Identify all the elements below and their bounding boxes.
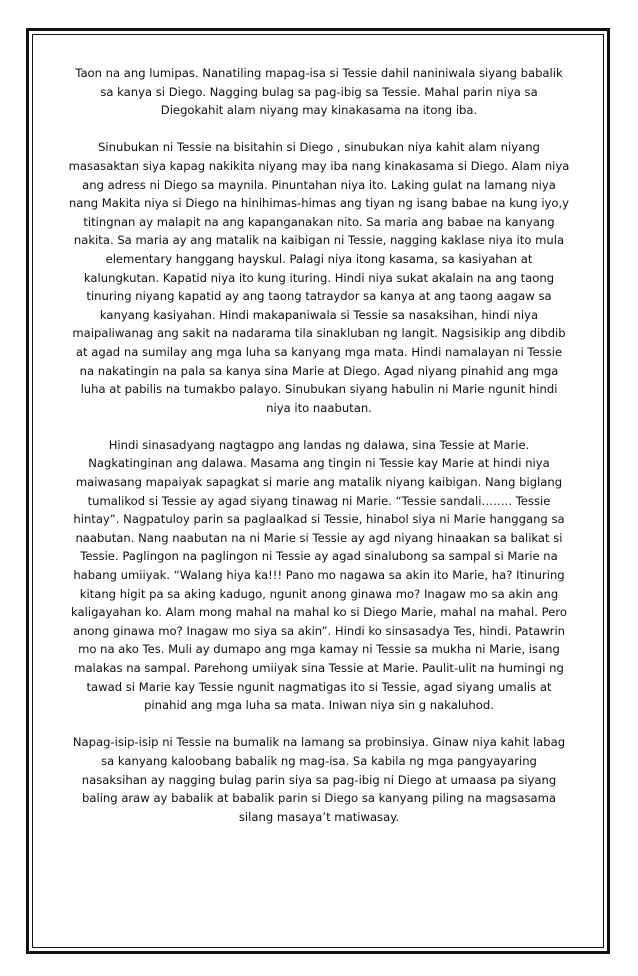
paragraph-2: Sinubukan ni Tessie na bisitahin si Diego , sinubukan niya kahit alam niyang masasaktan siya kapag nakikita niyang may iba nang kinakasama si Diego. Alam niya ang adress ni Diego sa maynila. Pinuntahan niya ito. Laking gulat na lamang niya nang Makita niya si Diego na hinihimas-himas ang tiyan ng isang babae na kung iyo,y titingnan ay malapit na ang kapanganakan nito. Sa maria ang babae na kanyang nakita. Sa maria ay ang matalik na kaibigan ni Tessie, nagging kaklase niya ito mula elementary hanggang hayskul. Palagi niya itong kasama, sa kasiyahan at kalungkutan. Kapatid niya ito kung ituring. Hindi niya sukat akalain na ang taong tinuring niyang kapatid ay ang taong tatraydor sa kanya at ang taong aagaw sa kanyang kasiyahan. Hindi makapaniwala si Tessie sa nasaksihan, hindi niya maipaliwanag ang sakit na nadarama tila sinakluban ng langit. Nagsisikip ang dibdib at agad na sumilay ang mga luha sa kanyang mga mata. Hindi namalayan ni Tessie na nakatingin na pala sa kanya sina Marie at Diego. Agad niyang pinahid ang mga luha at pabilis na tumakbo palayo. Sinubukan siyang habulin ni Marie ngunit hindi niya ito naabutan.	[68, 140, 570, 415]
paragraph-4: Napag-isip-isip ni Tessie na bumalik na lamang sa probinsiya. Ginaw niya kahit labag sa kanyang kaloobang babalik ng mag-isa. Sa kabila ng mga pangyayaring nasaksihan ay nagging bulag parin siya sa pag-ibig ni Diego at umaasa pa siyang baling araw ay babalik at babalik parin si Diego sa kanyang piling na magsasama silang masaya’t matiwasay.	[72, 735, 566, 824]
paragraph-1: Taon na ang lumipas. Nanatiling mapag-isa si Tessie dahil naniniwala siyang babalik sa kanya si Diego. Nagging bulag sa pag-ibig sa Tessie. Mahal parin niya sa Diegokahit alam niyang may kinakasama na itong iba.	[75, 66, 563, 118]
paragraph-3: Hindi sinasadyang nagtagpo ang landas ng dalawa, sina Tessie at Marie. Nagkatinginan ang dalawa. Masama ang tingin ni Tessie kay Marie at hindi niya maiwasang mapaiyak sapagkat si marie ang matalik niyang kaibigan. Nang biglang tumalikod si Tessie ay agad siyang tinawag ni Marie. “Tessie sandali…….. Tessie hintay”. Nagpatuloy parin sa paglaalkad si Tessie, hinabol siya ni Marie hanggang sa naabutan. Nang naabutan na ni Marie si Tessie ay agd niyang hinaakan sa balikat si Tessie. Paglingon na paglingon ni Tessie ay agad sinalubong sa sampal si Marie na habang umiiyak. “Walang hiya ka!!! Pano mo nagawa sa akin ito Marie, ha? Itinuring kitang higit pa sa aking kadugo, ngunit anong ginawa mo? Inagaw mo sa akin ang kaligayahan ko. Alam mong mahal na mahal ko si Diego Marie, mahal na mahal. Pero anong ginawa mo? Inagaw mo siya sa akin”. Hindi ko sinsasadya Tes, hindi. Patawrin mo na ako Tes. Muli ay dumapo ang mga kamay ni Tessie sa mukha ni Marie, isang malakas na sampal. Parehong umiiyak sina Tessie at Marie. Paulit-ulit na humingi ng tawad si Marie kay Tessie ngunit nagmatigas ito si Tessie, agad siyang umalis at pinahid ang mga luha sa mata. Iniwan niya sin g nakaluhod.	[71, 437, 567, 713]
document-body	[68, 64, 570, 845]
